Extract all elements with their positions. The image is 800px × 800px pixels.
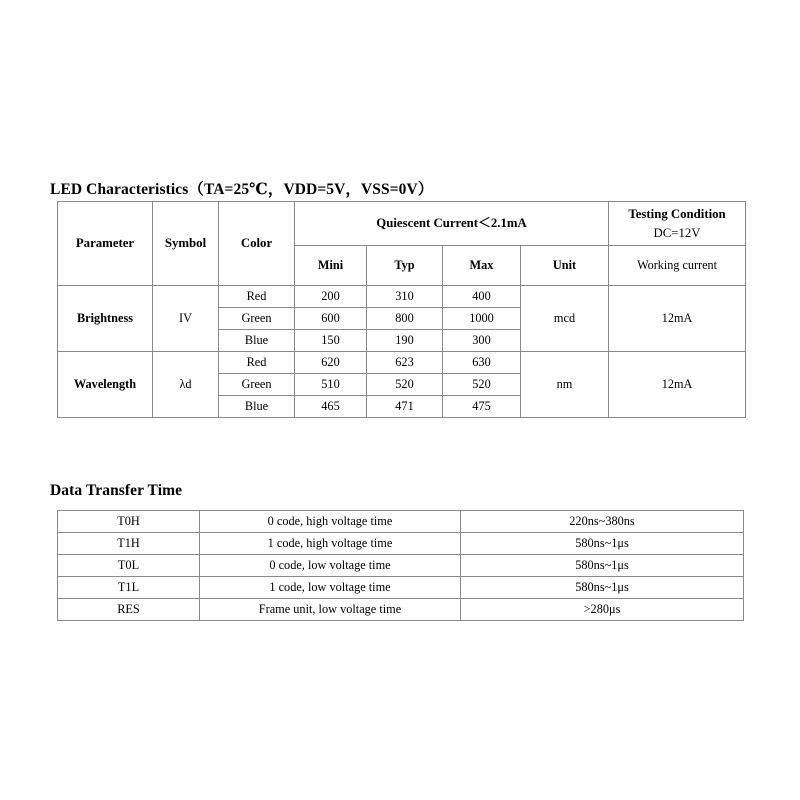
- cell-testing-condition-wavelength: 12mA: [609, 352, 746, 418]
- led-characteristics-title: LED Characteristics（TA=25℃，VDD=5V，VSS=0V）: [50, 181, 434, 198]
- row-symbol-wavelength: λd: [153, 352, 219, 418]
- cell-symbol: T0H: [58, 511, 200, 533]
- cell-time: 220ns~380ns: [461, 511, 744, 533]
- table-row: [58, 286, 746, 308]
- cell-symbol: T1L: [58, 577, 200, 599]
- cell-color: Green: [219, 308, 295, 330]
- header-color: Color: [219, 202, 295, 286]
- cell-description: 1 code, high voltage time: [200, 533, 461, 555]
- table-row: [58, 577, 744, 599]
- table-row: [58, 555, 744, 577]
- header-max: Max: [443, 246, 521, 286]
- header-typ: Typ: [367, 246, 443, 286]
- cell-description: 0 code, low voltage time: [200, 555, 461, 577]
- table-row: [58, 511, 744, 533]
- cell-mini: 600: [295, 308, 367, 330]
- cell-typ: 471: [367, 396, 443, 418]
- table-header-row-primary: [58, 202, 746, 246]
- cell-mini: 150: [295, 330, 367, 352]
- cell-max: 475: [443, 396, 521, 418]
- header-testing-condition: [609, 202, 746, 246]
- cell-time: >280μs: [461, 599, 744, 621]
- cell-typ: 190: [367, 330, 443, 352]
- cell-unit-wavelength: nm: [521, 352, 609, 418]
- cell-mini: 200: [295, 286, 367, 308]
- cell-typ: 623: [367, 352, 443, 374]
- cell-typ: 800: [367, 308, 443, 330]
- cell-max: 630: [443, 352, 521, 374]
- cell-time: 580ns~1μs: [461, 533, 744, 555]
- header-mini: Mini: [295, 246, 367, 286]
- header-testing-condition-value: DC=12V: [653, 225, 701, 240]
- cell-unit-brightness: mcd: [521, 286, 609, 352]
- table-row: [58, 533, 744, 555]
- cell-typ: 520: [367, 374, 443, 396]
- cell-description: 0 code, high voltage time: [200, 511, 461, 533]
- header-working-current: Working current: [609, 246, 746, 286]
- cell-typ: 310: [367, 286, 443, 308]
- header-symbol: Symbol: [153, 202, 219, 286]
- cell-description: 1 code, low voltage time: [200, 577, 461, 599]
- cell-color: Blue: [219, 330, 295, 352]
- data-transfer-time-table: [57, 510, 744, 621]
- cell-symbol: RES: [58, 599, 200, 621]
- cell-color: Green: [219, 374, 295, 396]
- header-testing-condition-label: Testing Condition: [628, 206, 726, 221]
- row-symbol-brightness: IV: [153, 286, 219, 352]
- cell-description: Frame unit, low voltage time: [200, 599, 461, 621]
- cell-color: Red: [219, 286, 295, 308]
- cell-time: 580ns~1μs: [461, 555, 744, 577]
- cell-mini: 620: [295, 352, 367, 374]
- cell-time: 580ns~1μs: [461, 577, 744, 599]
- cell-symbol: T0L: [58, 555, 200, 577]
- cell-max: 300: [443, 330, 521, 352]
- data-transfer-time-title: Data Transfer Time: [50, 482, 183, 499]
- cell-max: 520: [443, 374, 521, 396]
- header-parameter: Parameter: [58, 202, 153, 286]
- cell-max: 1000: [443, 308, 521, 330]
- row-parameter-brightness: Brightness: [58, 286, 153, 352]
- header-unit: Unit: [521, 246, 609, 286]
- row-parameter-wavelength: Wavelength: [58, 352, 153, 418]
- cell-color: Blue: [219, 396, 295, 418]
- led-characteristics-table: [57, 201, 746, 418]
- header-quiescent-current: Quiescent Current＜2.1mA: [295, 202, 609, 246]
- table-row: [58, 352, 746, 374]
- cell-mini: 510: [295, 374, 367, 396]
- table-row: [58, 599, 744, 621]
- cell-testing-condition-brightness: 12mA: [609, 286, 746, 352]
- cell-max: 400: [443, 286, 521, 308]
- cell-color: Red: [219, 352, 295, 374]
- cell-symbol: T1H: [58, 533, 200, 555]
- cell-mini: 465: [295, 396, 367, 418]
